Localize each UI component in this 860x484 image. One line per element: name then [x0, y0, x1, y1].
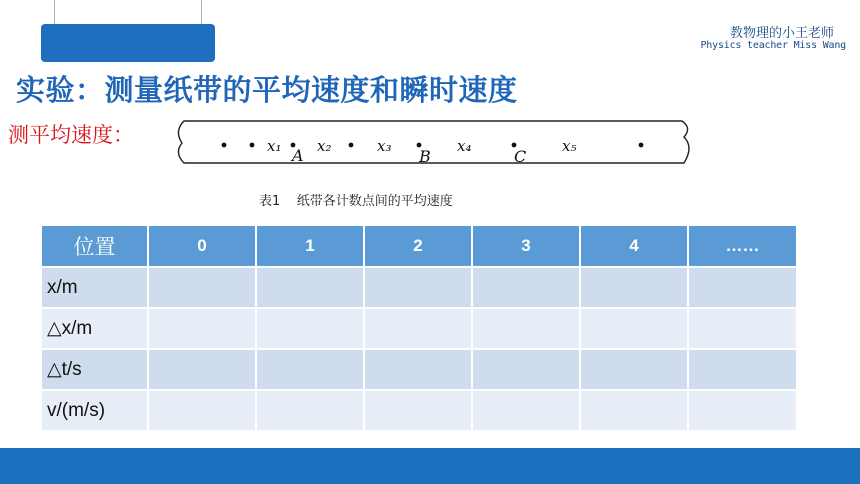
header-cell: 1: [256, 225, 364, 267]
table-cell[interactable]: [580, 308, 688, 349]
table-cell[interactable]: [256, 267, 364, 308]
tape-dot: [639, 143, 644, 148]
row-label: △x/m: [41, 308, 148, 349]
table-row: [41, 308, 797, 349]
segment-label-x1: x₁: [267, 137, 282, 155]
brand-name-cn: 教物理的小王老师: [729, 26, 834, 41]
header-cell: 0: [148, 225, 256, 267]
table-cell[interactable]: [472, 390, 580, 431]
point-label-a: A: [292, 146, 304, 165]
point-label-b: B: [419, 147, 431, 166]
table-cell[interactable]: [472, 349, 580, 390]
row-label: △t/s: [41, 349, 148, 390]
table-cell[interactable]: [580, 349, 688, 390]
table-cell[interactable]: [148, 390, 256, 431]
tape-dot: [222, 143, 227, 148]
table-cell[interactable]: [472, 308, 580, 349]
velocity-table: [40, 224, 798, 432]
table-cell[interactable]: [688, 308, 797, 349]
header-cell: 4: [580, 225, 688, 267]
table-row: [41, 349, 797, 390]
segment-label-x4: x₄: [457, 137, 472, 155]
header-cell: 3: [472, 225, 580, 267]
footer-bar: [0, 448, 860, 484]
tape-dot: [250, 143, 255, 148]
table-cell[interactable]: [148, 349, 256, 390]
table-cell[interactable]: [364, 267, 472, 308]
table-header-row: [41, 225, 797, 267]
brand-name-en: Physics teacher Miss Wang: [700, 40, 846, 51]
tape-outline: [178, 121, 689, 163]
header-cell: ……: [688, 225, 797, 267]
table-row: [41, 267, 797, 308]
segment-label-x2: x₂: [317, 137, 332, 155]
table-caption: 表1 纸带各计数点间的平均速度: [259, 194, 453, 209]
paper-tape-diagram: [174, 115, 694, 169]
table-cell[interactable]: [148, 308, 256, 349]
row-label: v/(m/s): [41, 390, 148, 431]
row-label: x/m: [41, 267, 148, 308]
page-title: 实验：测量纸带的平均速度和瞬时速度: [16, 73, 518, 107]
table-cell[interactable]: [256, 308, 364, 349]
table-cell[interactable]: [256, 349, 364, 390]
header-cell: 2: [364, 225, 472, 267]
table-cell[interactable]: [148, 267, 256, 308]
section-subtitle: 测平均速度：: [8, 123, 134, 147]
table-cell[interactable]: [256, 390, 364, 431]
table-cell[interactable]: [688, 349, 797, 390]
title-badge: [41, 24, 215, 62]
tape-dot: [349, 143, 354, 148]
table-cell[interactable]: [364, 349, 472, 390]
table-cell[interactable]: [472, 267, 580, 308]
header-cell-position: 位置: [41, 225, 148, 267]
table-cell[interactable]: [688, 390, 797, 431]
point-label-c: C: [514, 147, 527, 166]
table-cell[interactable]: [364, 308, 472, 349]
segment-label-x5: x₅: [562, 137, 577, 155]
table-cell[interactable]: [688, 267, 797, 308]
table-cell[interactable]: [364, 390, 472, 431]
segment-label-x3: x₃: [377, 137, 392, 155]
table-cell[interactable]: [580, 267, 688, 308]
table-row: [41, 390, 797, 431]
top-decoration-lines: [54, 0, 202, 24]
table-cell[interactable]: [580, 390, 688, 431]
